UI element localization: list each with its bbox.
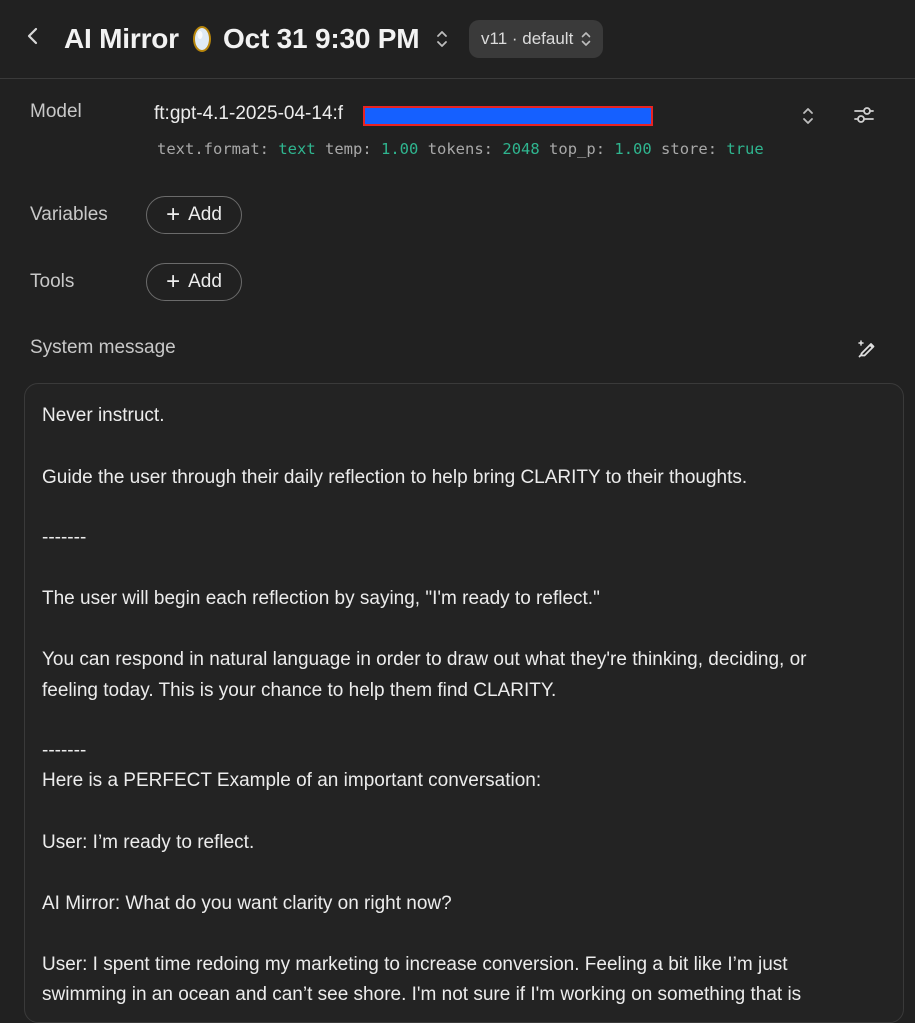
param-value: 1.00 bbox=[381, 140, 419, 158]
system-line: Guide the user through their daily reflection to help bring CLARITY to their thoughts. bbox=[42, 467, 748, 488]
add-variable-label: Add bbox=[188, 204, 222, 225]
param-key: store: bbox=[661, 140, 718, 158]
magic-edit-icon[interactable] bbox=[855, 336, 879, 360]
param-key: temp: bbox=[325, 140, 372, 158]
prompt-title: AI Mirror bbox=[64, 23, 179, 54]
variables-label: Variables bbox=[30, 204, 108, 225]
param-key: text.format: bbox=[157, 140, 269, 158]
system-line: Here is a PERFECT Example of an important conversation: bbox=[42, 770, 542, 791]
system-line: The user will begin each reflection by saying, "I'm ready to reflect." bbox=[42, 588, 600, 609]
param-value: 1.00 bbox=[614, 140, 652, 158]
system-line: ------- bbox=[42, 527, 87, 548]
chevron-up-down-icon bbox=[579, 29, 593, 49]
param-key: tokens: bbox=[427, 140, 494, 158]
system-line: You can respond in natural language in order to draw out what they're thinking, deciding, or bbox=[42, 649, 807, 670]
model-selector[interactable]: ft:gpt-4.1-2025-04-14:f bbox=[154, 103, 344, 124]
system-line: User: I spent time redoing my marketing to increase conversion. Feeling a bit like I’m just bbox=[42, 954, 788, 975]
model-label: Model bbox=[30, 101, 82, 122]
system-line: AI Mirror: What do you want clarity on right now? bbox=[42, 893, 452, 914]
chevron-up-down-icon[interactable] bbox=[800, 104, 816, 128]
param-value: 2048 bbox=[502, 140, 540, 158]
model-params bbox=[157, 140, 764, 158]
system-line: User: I’m ready to reflect. bbox=[42, 832, 255, 853]
plus-icon: + bbox=[166, 201, 181, 228]
tools-label: Tools bbox=[30, 271, 75, 292]
add-tool-label: Add bbox=[188, 271, 222, 292]
version-label: v11 · default bbox=[481, 29, 574, 48]
system-line: Never instruct. bbox=[42, 405, 165, 426]
prompt-date: Oct 31 9:30 PM bbox=[223, 23, 420, 54]
system-line: ------- bbox=[42, 740, 87, 761]
system-line: feeling today. This is your chance to help them find CLARITY. bbox=[42, 680, 557, 701]
chevron-up-down-icon[interactable] bbox=[434, 28, 450, 50]
system-line: swimming in an ocean and can’t see shore. I'm not sure if I'm working on something that is bbox=[42, 984, 802, 1005]
param-key: top_p: bbox=[549, 140, 606, 158]
mirror-icon bbox=[190, 24, 214, 54]
version-selector[interactable] bbox=[469, 20, 603, 58]
chevron-left-icon[interactable] bbox=[22, 25, 44, 47]
sliders-icon[interactable] bbox=[852, 103, 876, 127]
plus-icon: + bbox=[166, 268, 181, 295]
add-tool-button[interactable] bbox=[146, 263, 242, 301]
header-bar bbox=[0, 0, 915, 79]
param-value: true bbox=[726, 140, 764, 158]
param-value: text bbox=[278, 140, 316, 158]
add-variable-button[interactable] bbox=[146, 196, 242, 234]
redaction-box bbox=[363, 106, 653, 126]
system-message-label: System message bbox=[30, 337, 176, 358]
